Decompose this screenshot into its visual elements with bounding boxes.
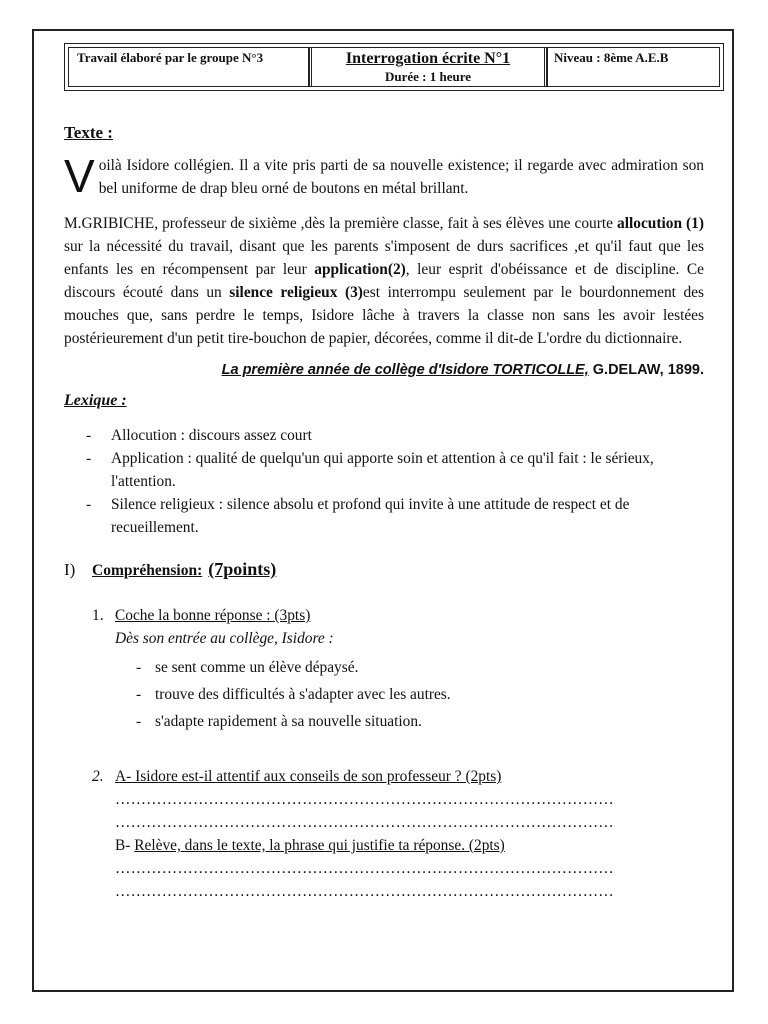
question-1-stem: Dès son entrée au collège, Isidore : <box>115 630 334 647</box>
section-points: (7points) <box>208 559 277 579</box>
answer-line[interactable]: …………………………………………………………………………………… <box>115 860 614 877</box>
answer-option[interactable]: - trouve des difficultés à s'adapter avec les autres. <box>136 681 704 708</box>
paragraph-2-part: est interrompu seulement par le bourdonnement des mouches que, sans perdre le temps, Isidore lâche à travers la classe non sans les avoir lestées postérieurement d'un petit tire-bouchon de papier, décorées, comme il dit-de L'ordre du dictionnaire. <box>64 284 704 347</box>
lexique-item: - Application : qualité de quelqu'un qui apporte soin et attention à ce qu'il fait : le sérieux, l'attention. <box>86 447 704 493</box>
question-number: 1. <box>92 607 104 624</box>
question-1-instruction: Coche la bonne réponse : (3pts) <box>115 607 311 624</box>
header-title-cell <box>309 48 547 86</box>
term-allocution: allocution (1) <box>617 215 704 232</box>
header-group-cell <box>69 48 309 86</box>
answer-line[interactable]: …………………………………………………………………………………… <box>115 814 614 831</box>
drop-cap: V <box>64 150 95 202</box>
question-1 <box>64 604 704 735</box>
paragraph-2-part: sur la nécessité du travail, disant que les parents s'imposent de durs sacrifices ,et qu'il faut que les enfants les en récompensent par leur <box>64 238 704 278</box>
question-2 <box>64 765 704 903</box>
text-paragraph-1 <box>64 150 704 202</box>
question-2b <box>92 834 704 857</box>
source-author: G.DELAW, 1899. <box>588 362 704 378</box>
text-paragraph-2 <box>64 212 704 350</box>
header-table <box>64 43 724 91</box>
text-source <box>64 362 704 378</box>
answer-line[interactable]: …………………………………………………………………………………… <box>115 791 614 808</box>
answer-option[interactable]: - s'adapte rapidement à sa nouvelle situation. <box>136 708 704 735</box>
question-2a: A- Isidore est-il attentif aux conseils de son professeur ? (2pts) <box>115 768 502 785</box>
lexique-item: - Silence religieux : silence absolu et profond qui invite à une attitude de respect et de recueillement. <box>86 493 704 539</box>
question-2b-text: Relève, dans le texte, la phrase qui justifie ta réponse. (2pts) <box>134 837 505 854</box>
question-number: 2. <box>92 768 104 785</box>
paragraph-2-part: , leur esprit d'obéissance et de discipline. Ce discours écouté dans un <box>64 261 704 301</box>
section-comprehension <box>64 559 704 580</box>
lexique-list <box>64 424 704 539</box>
paragraph-2-part: M.GRIBICHE, professeur de sixième ,dès la première classe, fait à ses élèves une courte <box>64 215 618 232</box>
section-number: I) <box>64 560 76 579</box>
question-2b-prefix: B- <box>115 837 135 854</box>
header-level-cell <box>547 48 719 86</box>
exam-duration: Durée : 1 heure <box>384 69 472 84</box>
section-label: Compréhension: <box>92 562 203 579</box>
answer-options <box>92 654 704 735</box>
header-level: Niveau : 8ème A.E.B <box>554 50 669 65</box>
texte-heading: Texte : <box>64 123 113 142</box>
exam-title: Interrogation écrite N°1 <box>345 50 511 67</box>
paragraph-1-text: oilà Isidore collégien. Il a vite pris parti de sa nouvelle existence; il regarde avec admiration son bel uniforme de drap bleu orné de boutons en métal brillant. <box>98 157 704 197</box>
document-body <box>64 120 704 903</box>
term-silence-religieux: silence religieux (3) <box>229 284 363 301</box>
lexique-item: - Allocution : discours assez court <box>86 424 704 447</box>
answer-line[interactable]: …………………………………………………………………………………… <box>115 883 614 900</box>
answer-option[interactable]: - se sent comme un élève dépaysé. <box>136 654 704 681</box>
source-title: La première année de collège d'Isidore TORTICOLLE, <box>221 362 589 378</box>
term-application: application(2) <box>314 261 406 278</box>
header-group: Travail élaboré par le groupe N°3 <box>77 50 264 65</box>
lexique-heading: Lexique : <box>64 392 127 409</box>
